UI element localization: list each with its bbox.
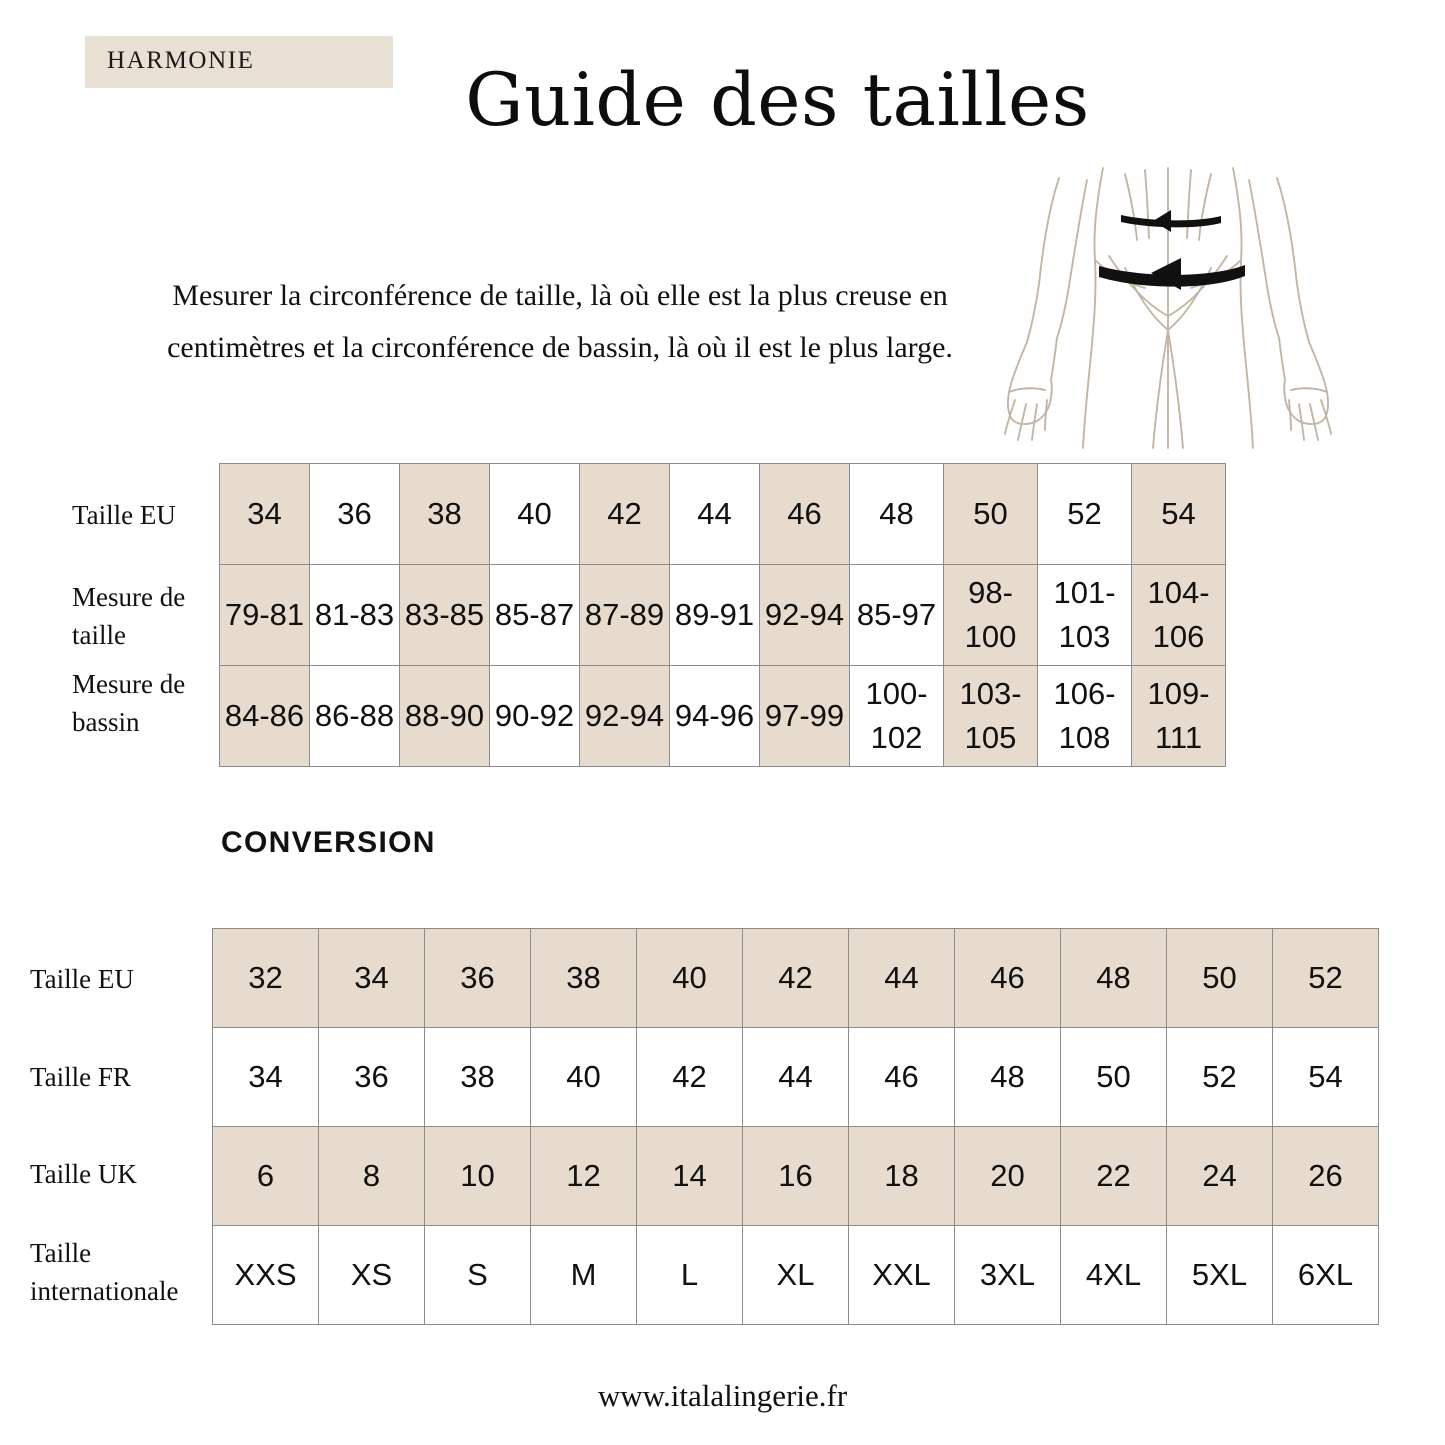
table-cell: 103-105 (944, 666, 1038, 767)
measurements-table (219, 463, 1226, 767)
table-cell: 98-100 (944, 565, 1038, 666)
table-cell: XS (319, 1226, 425, 1325)
table-cell: 10 (425, 1127, 531, 1226)
page-title: Guide des tailles (465, 58, 1090, 143)
table-cell: 5XL (1167, 1226, 1273, 1325)
table-cell: 14 (637, 1127, 743, 1226)
table-cell: L (637, 1226, 743, 1325)
table-cell: 97-99 (760, 666, 850, 767)
table-cell: 52 (1038, 464, 1132, 565)
table-row (220, 464, 1226, 565)
table-cell: 83-85 (400, 565, 490, 666)
table-cell: 88-90 (400, 666, 490, 767)
table-cell: 12 (531, 1127, 637, 1226)
table-cell: 20 (955, 1127, 1061, 1226)
table-cell: 90-92 (490, 666, 580, 767)
table-cell: 36 (319, 1028, 425, 1127)
table-cell: 52 (1167, 1028, 1273, 1127)
row-label-conversion-taille-uk: Taille UK (30, 1159, 137, 1189)
table-cell: XXS (213, 1226, 319, 1325)
table-cell: 40 (490, 464, 580, 565)
table-cell: 87-89 (580, 565, 670, 666)
brand-name: HARMONIE (107, 47, 255, 74)
table-cell: 50 (944, 464, 1038, 565)
table-cell: 6XL (1273, 1226, 1379, 1325)
table-cell: 38 (400, 464, 490, 565)
table-cell: XL (743, 1226, 849, 1325)
table-cell: 18 (849, 1127, 955, 1226)
table-cell: 54 (1132, 464, 1226, 565)
table-cell: 44 (670, 464, 760, 565)
table-cell: M (531, 1226, 637, 1325)
table-cell: 42 (580, 464, 670, 565)
row-label-conversion-taille-eu: Taille EU (30, 964, 134, 994)
table-cell: 50 (1167, 929, 1273, 1028)
table-cell: S (425, 1226, 531, 1325)
table-cell: 16 (743, 1127, 849, 1226)
table-cell: 104-106 (1132, 565, 1226, 666)
table-row (213, 1127, 1379, 1226)
table-cell: XXL (849, 1226, 955, 1325)
table-cell: 50 (1061, 1028, 1167, 1127)
table-cell: 94-96 (670, 666, 760, 767)
table-cell: 34 (213, 1028, 319, 1127)
table-cell: 86-88 (310, 666, 400, 767)
table-row (220, 565, 1226, 666)
table-cell: 24 (1167, 1127, 1273, 1226)
table-cell: 79-81 (220, 565, 310, 666)
table-cell: 106-108 (1038, 666, 1132, 767)
row-label-conversion-taille-internationale: Taille internationale (30, 1238, 179, 1307)
table-row (220, 666, 1226, 767)
table-cell: 38 (425, 1028, 531, 1127)
table-cell: 48 (850, 464, 944, 565)
table-cell: 85-87 (490, 565, 580, 666)
female-torso-measurement-diagram (985, 160, 1355, 450)
table-cell: 4XL (1061, 1226, 1167, 1325)
table-cell: 46 (849, 1028, 955, 1127)
table-cell: 34 (319, 929, 425, 1028)
table-cell: 42 (637, 1028, 743, 1127)
table-cell: 109-111 (1132, 666, 1226, 767)
table-cell: 42 (743, 929, 849, 1028)
table-cell: 48 (955, 1028, 1061, 1127)
table-cell: 44 (743, 1028, 849, 1127)
footer-website-url: www.italalingerie.fr (597, 1378, 848, 1413)
table-cell: 44 (849, 929, 955, 1028)
table-cell: 22 (1061, 1127, 1167, 1226)
table-cell: 38 (531, 929, 637, 1028)
table-cell: 84-86 (220, 666, 310, 767)
table-cell: 36 (310, 464, 400, 565)
table-cell: 54 (1273, 1028, 1379, 1127)
row-label-conversion-taille-fr: Taille FR (30, 1062, 131, 1092)
table-cell: 52 (1273, 929, 1379, 1028)
table-cell: 32 (213, 929, 319, 1028)
table-cell: 40 (531, 1028, 637, 1127)
table-cell: 85-97 (850, 565, 944, 666)
row-label-mesure-de-taille: Mesure de taille (72, 582, 186, 651)
table-cell: 92-94 (580, 666, 670, 767)
table-cell: 92-94 (760, 565, 850, 666)
intro-paragraph: Mesurer la circonférence de taille, là où elle est la plus creuse en centimètres et la circonférence de bassin, là où il est le plus large. (167, 279, 953, 364)
conversion-table (212, 928, 1379, 1325)
table-cell: 26 (1273, 1127, 1379, 1226)
row-label-mesure-de-bassin: Mesure de bassin (72, 669, 186, 738)
table-cell: 48 (1061, 929, 1167, 1028)
table-row (213, 1028, 1379, 1127)
table-cell: 81-83 (310, 565, 400, 666)
table-row (213, 1226, 1379, 1325)
table-cell: 34 (220, 464, 310, 565)
table-cell: 46 (955, 929, 1061, 1028)
table-cell: 89-91 (670, 565, 760, 666)
table-cell: 40 (637, 929, 743, 1028)
table-cell: 8 (319, 1127, 425, 1226)
conversion-heading: CONVERSION (221, 826, 436, 859)
table-cell: 100-102 (850, 666, 944, 767)
table-cell: 101-103 (1038, 565, 1132, 666)
row-label-taille-eu: Taille EU (72, 500, 176, 530)
table-cell: 46 (760, 464, 850, 565)
table-row (213, 929, 1379, 1028)
table-cell: 6 (213, 1127, 319, 1226)
table-cell: 3XL (955, 1226, 1061, 1325)
table-cell: 36 (425, 929, 531, 1028)
